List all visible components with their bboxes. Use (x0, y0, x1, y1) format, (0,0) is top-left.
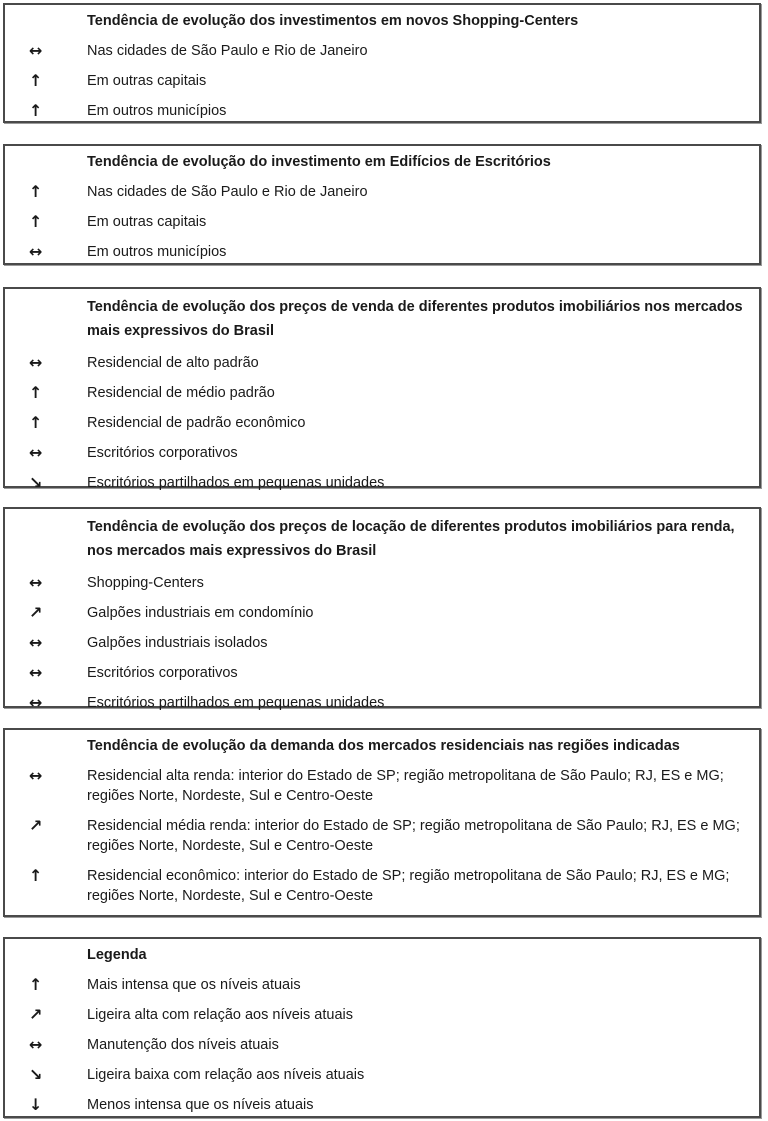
up-arrow-icon: ↑ (29, 101, 43, 120)
legend-item (5, 975, 759, 995)
item-text: Em outros municípios (87, 244, 227, 260)
item-text: Escritórios corporativos (87, 665, 238, 681)
left-right-arrow-icon: ↔ (29, 633, 43, 652)
down-right-arrow-icon: ↘ (29, 473, 43, 492)
section-title: Tendência de evolução dos investimentos em novos Shopping-Centers (87, 13, 579, 29)
item-text: Residencial média renda: interior do Estado de SP; região metropolitana de São Paulo; RJ, ES e MG; regiões Norte, Nordeste, Sul e Centro-Oeste (87, 818, 740, 854)
left-right-arrow-icon: ↔ (29, 41, 43, 60)
section-title: Tendência de evolução dos preços de venda de diferentes produtos imobiliários nos mercados mais expressivos do Brasil (87, 299, 743, 339)
legend-text: Ligeira alta com relação aos níveis atuais (87, 1007, 353, 1023)
item-text: Escritórios corporativos (87, 445, 238, 461)
item-text: Em outros municípios (87, 103, 227, 119)
up-right-arrow-icon: ↗ (29, 816, 43, 835)
legend-item (5, 1095, 759, 1115)
list-item (5, 766, 759, 806)
list-item (5, 816, 759, 856)
list-item (5, 242, 759, 262)
item-text: Shopping-Centers (87, 575, 204, 591)
legend-text: Menos intensa que os níveis atuais (87, 1097, 314, 1113)
section-title-row (5, 736, 759, 756)
section-sale-prices (3, 287, 761, 492)
legend-title-row (5, 945, 759, 965)
item-text: Nas cidades de São Paulo e Rio de Janeiro (87, 43, 368, 59)
item-text: Escritórios partilhados em pequenas unidades (87, 695, 385, 711)
left-right-arrow-icon: ↔ (29, 663, 43, 682)
legend-text: Manutenção dos níveis atuais (87, 1037, 279, 1053)
down-right-arrow-icon: ↘ (29, 1065, 43, 1084)
item-text: Galpões industriais em condomínio (87, 605, 314, 621)
up-arrow-icon: ↑ (29, 413, 43, 432)
left-right-arrow-icon: ↔ (29, 353, 43, 372)
list-item (5, 41, 759, 61)
section-rental-prices (3, 507, 761, 712)
section-title: Tendência de evolução do investimento em Edifícios de Escritórios (87, 154, 551, 170)
section-residential-demand (3, 728, 761, 917)
list-item (5, 413, 759, 433)
left-right-arrow-icon: ↔ (29, 766, 43, 785)
left-right-arrow-icon: ↔ (29, 242, 43, 261)
section-office-buildings-investment (3, 144, 761, 265)
list-item (5, 573, 759, 593)
item-text: Residencial alta renda: interior do Estado de SP; região metropolitana de São Paulo; RJ, ES e MG; regiões Norte, Nordeste, Sul e Centro-Oeste (87, 768, 724, 804)
section-title-row (5, 11, 759, 31)
left-right-arrow-icon: ↔ (29, 693, 43, 712)
section-title: Tendência de evolução dos preços de locação de diferentes produtos imobiliários para renda, nos mercados mais expressivos do Brasil (87, 519, 735, 559)
item-text: Residencial de alto padrão (87, 355, 259, 371)
up-arrow-icon: ↑ (29, 975, 43, 994)
legend-item (5, 1035, 759, 1055)
list-item (5, 633, 759, 653)
list-item (5, 473, 759, 493)
legend-item (5, 1005, 759, 1025)
section-title: Tendência de evolução da demanda dos mercados residenciais nas regiões indicadas (87, 738, 680, 754)
up-arrow-icon: ↑ (29, 212, 43, 231)
up-right-arrow-icon: ↗ (29, 1005, 43, 1024)
item-text: Residencial de padrão econômico (87, 415, 306, 431)
item-text: Residencial de médio padrão (87, 385, 275, 401)
up-arrow-icon: ↑ (29, 182, 43, 201)
section-shopping-centers-investment (3, 3, 761, 123)
legend-item (5, 1065, 759, 1085)
up-arrow-icon: ↑ (29, 866, 43, 885)
item-text: Residencial econômico: interior do Estado de SP; região metropolitana de São Paulo; RJ, ES e MG; regiões Norte, Nordeste, Sul e Centro-Oeste (87, 868, 730, 904)
list-item (5, 353, 759, 373)
legend-title: Legenda (87, 947, 147, 963)
left-right-arrow-icon: ↔ (29, 443, 43, 462)
item-text: Em outras capitais (87, 214, 207, 230)
list-item (5, 603, 759, 623)
list-item (5, 182, 759, 202)
left-right-arrow-icon: ↔ (29, 1035, 43, 1054)
left-right-arrow-icon: ↔ (29, 573, 43, 592)
legend-text: Ligeira baixa com relação aos níveis atuais (87, 1067, 365, 1083)
down-arrow-icon: ↓ (29, 1095, 43, 1114)
list-item (5, 101, 759, 121)
list-item (5, 212, 759, 232)
up-arrow-icon: ↑ (29, 71, 43, 90)
legend (3, 937, 761, 1118)
list-item (5, 693, 759, 713)
section-title-row (5, 295, 759, 343)
section-title-row (5, 515, 759, 563)
item-text: Em outras capitais (87, 73, 207, 89)
up-arrow-icon: ↑ (29, 383, 43, 402)
legend-text: Mais intensa que os níveis atuais (87, 977, 301, 993)
item-text: Nas cidades de São Paulo e Rio de Janeiro (87, 184, 368, 200)
list-item (5, 866, 759, 906)
list-item (5, 443, 759, 463)
section-title-row (5, 152, 759, 172)
list-item (5, 71, 759, 91)
list-item (5, 663, 759, 683)
item-text: Escritórios partilhados em pequenas unidades (87, 475, 385, 491)
item-text: Galpões industriais isolados (87, 635, 268, 651)
up-right-arrow-icon: ↗ (29, 603, 43, 622)
list-item (5, 383, 759, 403)
